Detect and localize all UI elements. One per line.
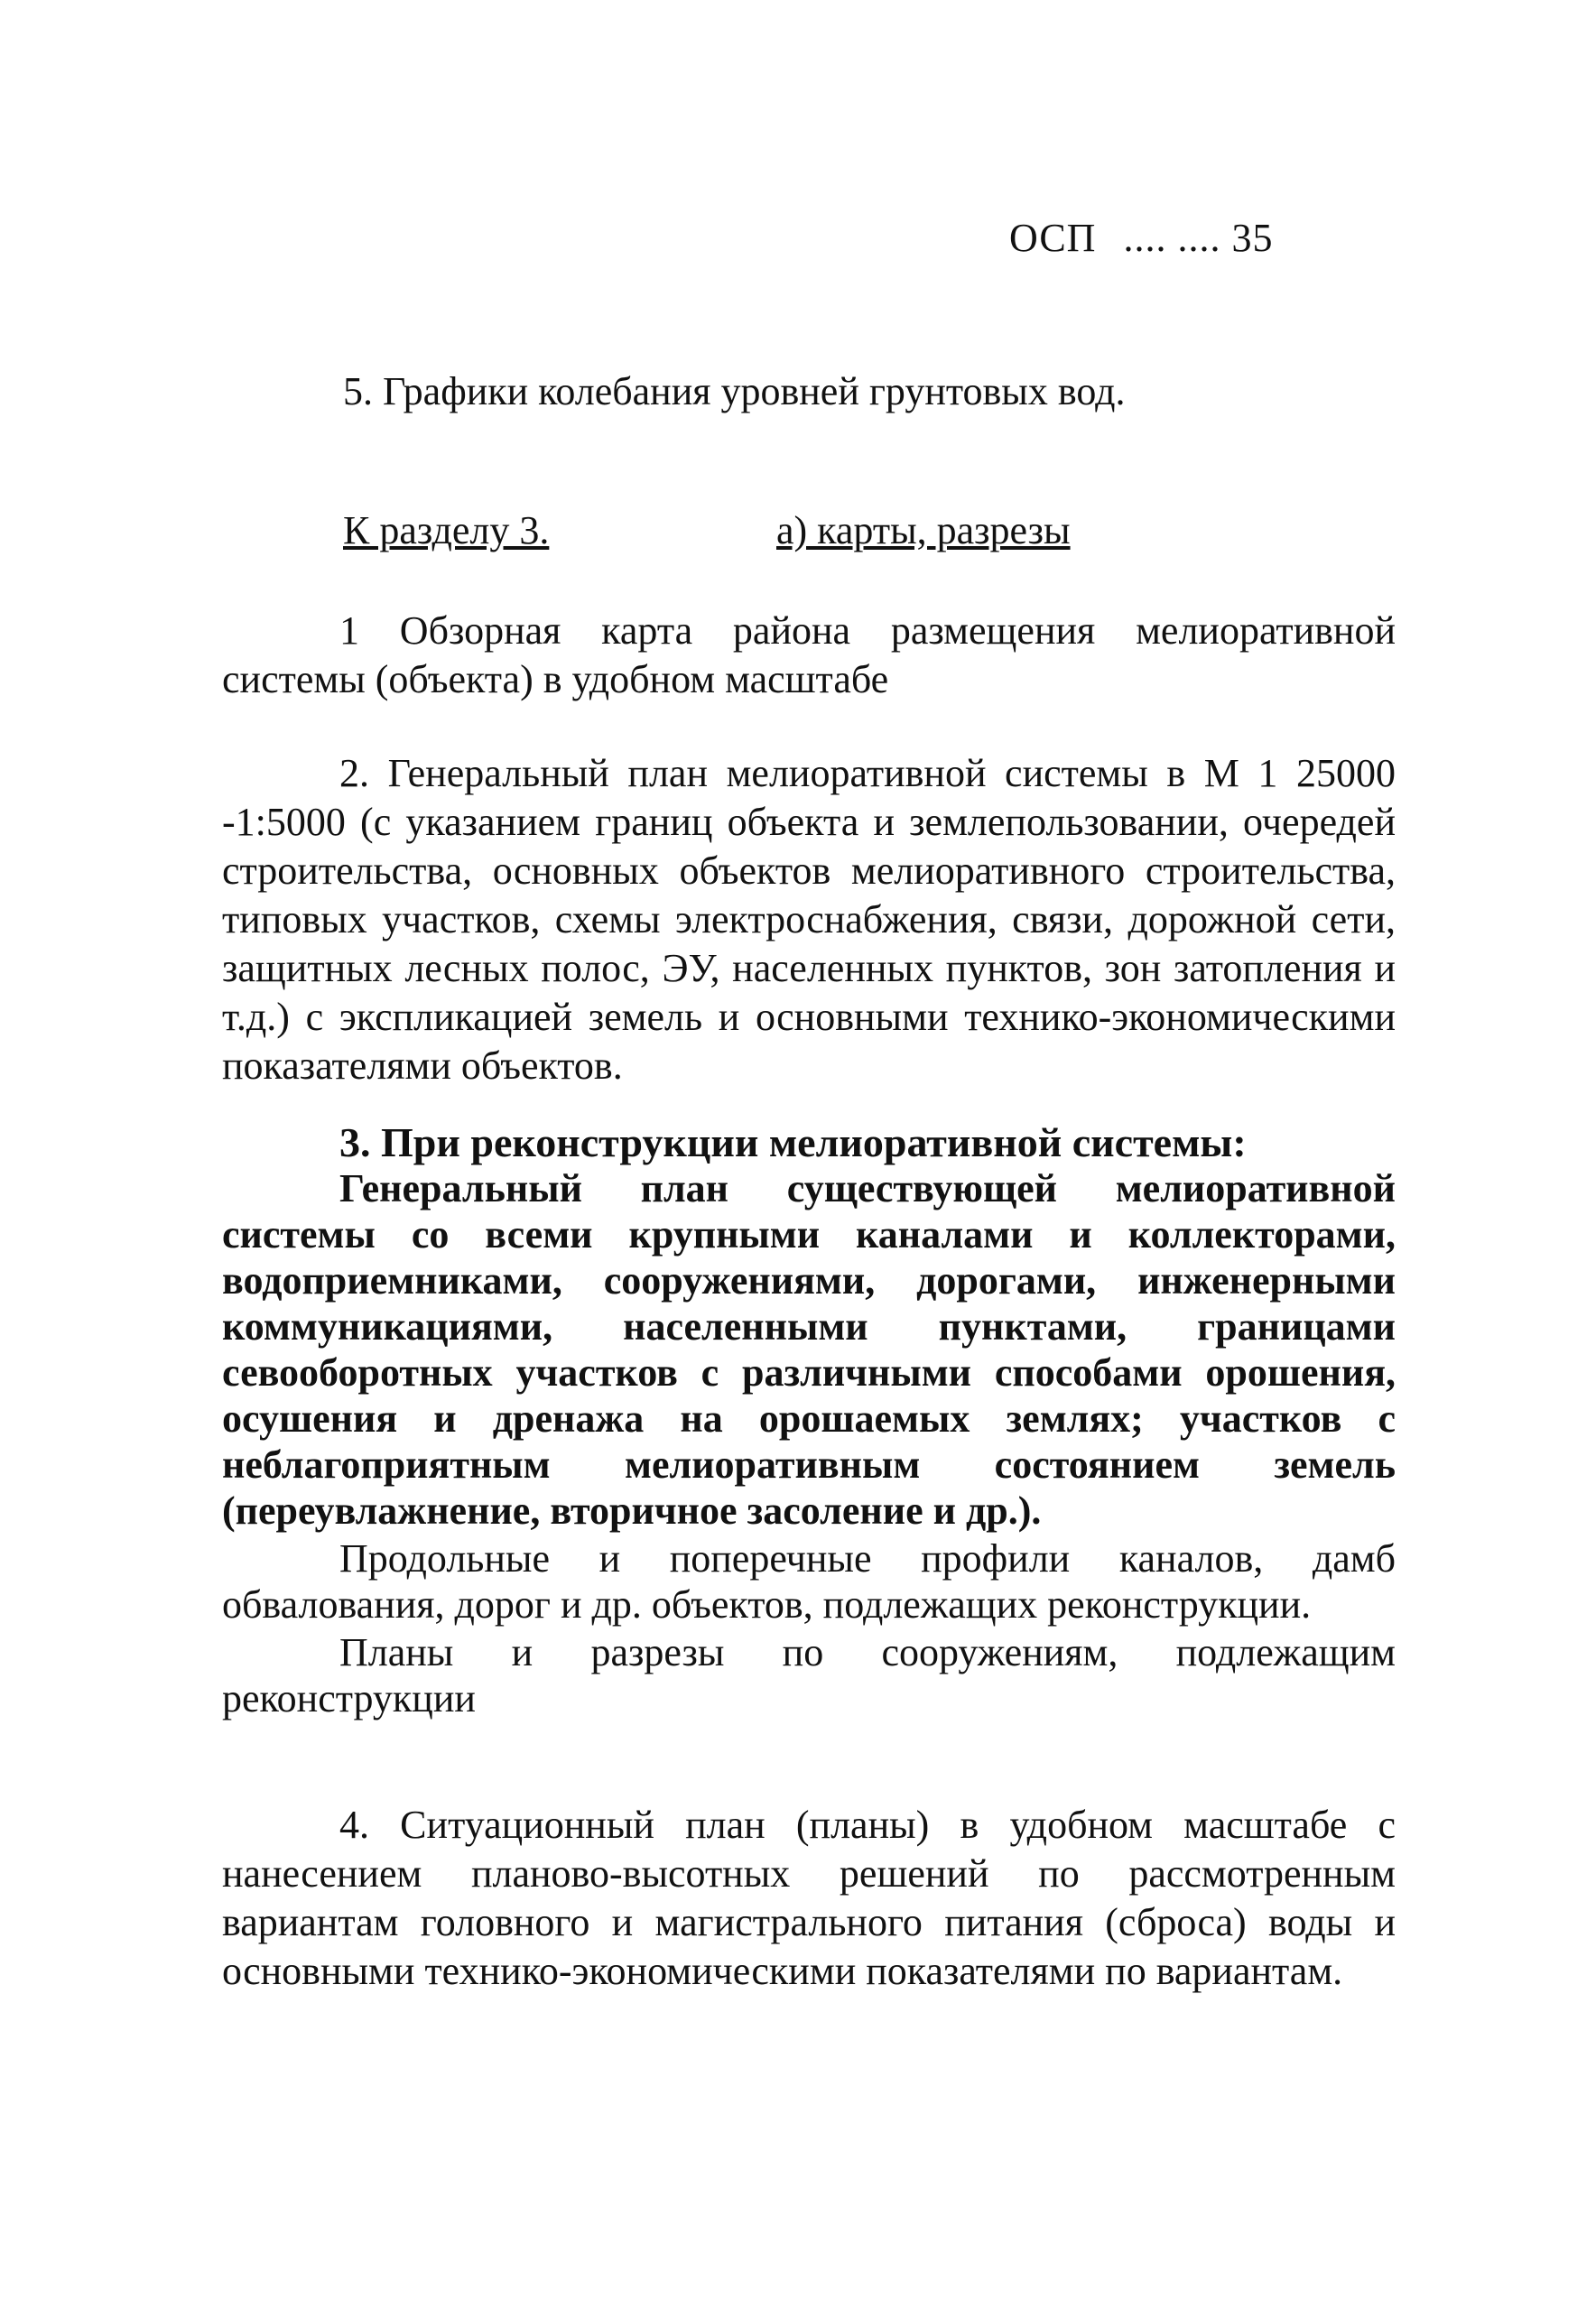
page-header: [1009, 215, 1273, 261]
paragraph-4-situation-plan: [222, 1801, 1396, 1996]
paragraph-3-reconstruction: [222, 1119, 1396, 1721]
header-dots-right: ....: [1177, 216, 1221, 260]
paragraph-3-plans: Планы и разрезы по сооружениям, подлежащим реконструкции: [222, 1630, 1396, 1720]
document-code: ОСП: [1009, 216, 1097, 260]
page-number: 35: [1231, 216, 1274, 260]
paragraph-3-general-plan: Генеральный план существующей мелиоративной системы со всеми крупными каналами и коллекторами, водоприемниками, сооружениями, дорогами, инженерными коммуникациями, населенными пунктами, границами севооборотных участков с различными способами орошения, осушения и дренажа на орошаемых землях; участков с неблагоприятным мелиоративным состоянием земель (переувлажнение, вторичное засоление и др.).: [222, 1166, 1396, 1533]
paragraph-2-text: 2. Генеральный план мелиоративной системы в М 1 25000 -1:5000 (с указанием границ объекта и землепользовании, очередей строительства, основных объектов мелиоративного строительства, типовых участков, схемы электроснабжения, связи, дорожной сети, защитных лесных полос, ЭУ, населенных пунктов, зон затопления и т.д.) с экспликацией земель и основными технико-экономическими показателями объектов.: [222, 751, 1396, 1088]
paragraph-3-heading: 3. При реконструкции мелиоративной системы:: [339, 1119, 1247, 1165]
header-dots-left: ....: [1123, 216, 1167, 260]
paragraph-1-text: 1 Обзорная карта района размещения мелиоративной системы (объекта) в удобном масштабе: [222, 608, 1396, 701]
section-label: К разделу 3.: [343, 508, 550, 552]
paragraph-4-text: 4. Ситуационный план (планы) в удобном масштабе с нанесением планово-высотных решений по рассмотренным вариантам головного и магистрального питания (сброса) воды и основными технико-экономическими показателями по вариантам.: [222, 1803, 1396, 1993]
paragraph-2-general-plan: [222, 749, 1396, 1090]
paragraph-3-profiles: Продольные и поперечные профили каналов, дамб обвалования, дорог и др. объектов, подлежащих реконструкции.: [222, 1536, 1396, 1627]
section-subtitle: а) карты, разрезы: [776, 508, 1071, 552]
item-5-groundwater-charts: 5. Графики колебания уровней грунтовых вод.: [343, 369, 1126, 413]
paragraph-1-overview-map: [222, 607, 1396, 704]
